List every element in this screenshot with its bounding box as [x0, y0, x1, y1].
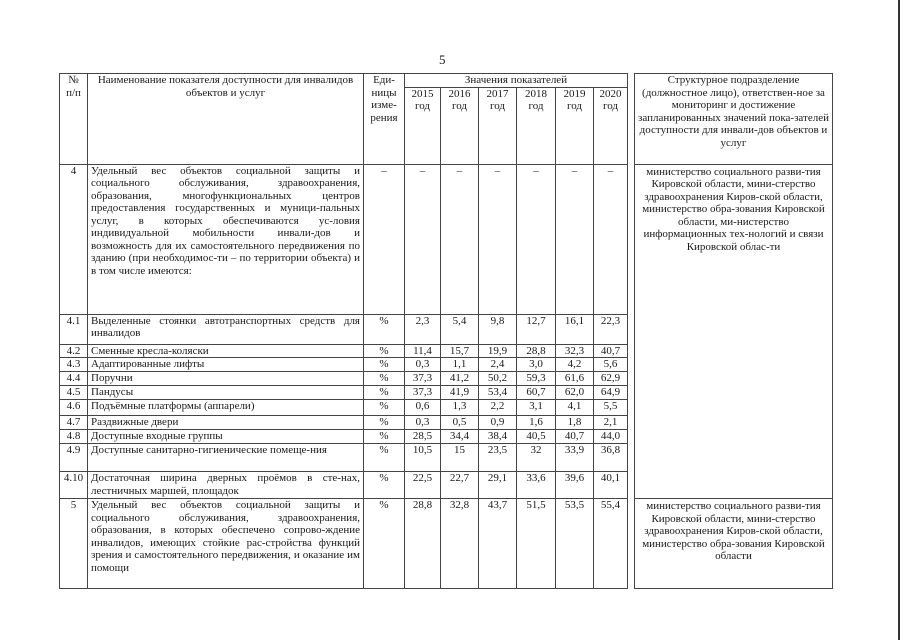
indicator-name: Доступные санитарно-гигиенические помеще-ния	[88, 444, 364, 472]
row-number: 4.10	[60, 472, 88, 499]
unit-cell: %	[364, 499, 405, 589]
value-cell: 1,8	[556, 416, 594, 430]
gap-cell	[628, 386, 635, 400]
value-cell: 3,1	[517, 400, 556, 416]
indicator-name: Пандусы	[88, 386, 364, 400]
gap-cell	[628, 358, 635, 372]
row-number: 4.3	[60, 358, 88, 372]
indicator-name: Поручни	[88, 372, 364, 386]
value-cell: 29,1	[479, 472, 517, 499]
value-cell: 51,5	[517, 499, 556, 589]
value-cell: 28,8	[517, 344, 556, 358]
value-cell: 15,7	[441, 344, 479, 358]
value-cell: 4,2	[556, 358, 594, 372]
gap-cell	[628, 400, 635, 416]
value-cell: 2,3	[405, 314, 441, 344]
value-cell: 5,5	[594, 400, 628, 416]
gap-cell	[628, 344, 635, 358]
value-cell: 0,3	[405, 358, 441, 372]
value-cell: 36,8	[594, 444, 628, 472]
value-cell: 3,0	[517, 358, 556, 372]
value-cell: 37,3	[405, 386, 441, 400]
value-cell: 10,5	[405, 444, 441, 472]
indicator-name: Подъёмные платформы (аппарели)	[88, 400, 364, 416]
value-cell: 59,3	[517, 372, 556, 386]
value-cell: 2,2	[479, 400, 517, 416]
value-cell: 62,0	[556, 386, 594, 400]
unit-cell: %	[364, 314, 405, 344]
indicator-name: Сменные кресла-коляски	[88, 344, 364, 358]
value-cell: –	[441, 164, 479, 314]
unit-cell: %	[364, 386, 405, 400]
value-cell: 0,9	[479, 416, 517, 430]
value-cell: 64,9	[594, 386, 628, 400]
value-cell: 37,3	[405, 372, 441, 386]
page-number: 5	[439, 52, 446, 67]
row-number: 4.7	[60, 416, 88, 430]
value-cell: 39,6	[556, 472, 594, 499]
row-number: 5	[60, 499, 88, 589]
value-cell: –	[594, 164, 628, 314]
table-body	[60, 164, 833, 589]
indicator-name: Адаптированные лифты	[88, 358, 364, 372]
value-cell: 2,1	[594, 416, 628, 430]
value-cell: 23,5	[479, 444, 517, 472]
value-cell: 15	[441, 444, 479, 472]
value-cell: 55,4	[594, 499, 628, 589]
value-cell: 53,4	[479, 386, 517, 400]
value-cell: 0,6	[405, 400, 441, 416]
row-number: 4.9	[60, 444, 88, 472]
indicator-name: Удельный вес объектов социальной защиты и социального обслуживания, здравоохранения, образования, многофункциональных центров предоставления государственных и муници-пальных услуг, в которых обеспечиваются ус-ловия индивидуальной мобильности инвали-дов и возможность для их самостоятельного передвижения по зданию (при необходимос-ти – по территории объекта) и в том числе имеются:	[88, 164, 364, 314]
unit-cell: %	[364, 344, 405, 358]
value-cell: 40,5	[517, 430, 556, 444]
unit-cell: %	[364, 430, 405, 444]
gap-cell	[628, 444, 635, 472]
value-cell: 53,5	[556, 499, 594, 589]
value-cell: 32,3	[556, 344, 594, 358]
gap-cell	[628, 430, 635, 444]
header-year: 2020 год	[594, 87, 628, 164]
value-cell: 0,3	[405, 416, 441, 430]
value-cell: 38,4	[479, 430, 517, 444]
unit-cell: %	[364, 400, 405, 416]
header-year: 2018 год	[517, 87, 556, 164]
value-cell: 34,4	[441, 430, 479, 444]
value-cell: 32	[517, 444, 556, 472]
value-cell: 22,5	[405, 472, 441, 499]
responsible-dept: министерство социального разви-тия Кировской области, мини-стерство здравоохранения Киров-ской области, министерство обра-зования Кировской области	[635, 499, 833, 589]
unit-cell: –	[364, 164, 405, 314]
value-cell: 62,9	[594, 372, 628, 386]
unit-cell: %	[364, 444, 405, 472]
value-cell: 40,7	[594, 344, 628, 358]
value-cell: 1,3	[441, 400, 479, 416]
row-number: 4.1	[60, 314, 88, 344]
indicator-name: Достаточная ширина дверных проёмов в сте-нах, лестничных маршей, площадок	[88, 472, 364, 499]
scan-edge-line	[898, 0, 900, 640]
value-cell: –	[517, 164, 556, 314]
value-cell: 40,7	[556, 430, 594, 444]
gap-cell	[628, 372, 635, 386]
value-cell: 0,5	[441, 416, 479, 430]
row-number: 4.2	[60, 344, 88, 358]
header-year: 2019 год	[556, 87, 594, 164]
value-cell: 33,9	[556, 444, 594, 472]
unit-cell: %	[364, 372, 405, 386]
value-cell: 40,1	[594, 472, 628, 499]
value-cell: 22,3	[594, 314, 628, 344]
header-values-group: Значения показателей	[405, 74, 628, 88]
value-cell: 2,4	[479, 358, 517, 372]
unit-cell: %	[364, 472, 405, 499]
value-cell: 19,9	[479, 344, 517, 358]
value-cell: 32,8	[441, 499, 479, 589]
unit-cell: %	[364, 358, 405, 372]
header-year: 2017 год	[479, 87, 517, 164]
header-gap	[628, 74, 635, 165]
row-number: 4	[60, 164, 88, 314]
gap-cell	[628, 416, 635, 430]
value-cell: 22,7	[441, 472, 479, 499]
value-cell: 61,6	[556, 372, 594, 386]
value-cell: 41,2	[441, 372, 479, 386]
value-cell: 16,1	[556, 314, 594, 344]
value-cell: 41,9	[441, 386, 479, 400]
indicator-name: Раздвижные двери	[88, 416, 364, 430]
value-cell: 28,8	[405, 499, 441, 589]
value-cell: 4,1	[556, 400, 594, 416]
table-row	[60, 499, 833, 589]
indicator-name: Доступные входные группы	[88, 430, 364, 444]
header-year: 2015 год	[405, 87, 441, 164]
indicator-name: Удельный вес объектов социальной защиты и социального обслуживания, здравоохранения, образования, в которых обеспечено сопрово-ждение инвалидов, имеющих стойкие рас-стройства функций зрения и самостоятельного передвижения, и оказание им помощи	[88, 499, 364, 589]
value-cell: 43,7	[479, 499, 517, 589]
value-cell: –	[405, 164, 441, 314]
gap-cell	[628, 164, 635, 314]
value-cell: 28,5	[405, 430, 441, 444]
header-no: № п/п	[60, 74, 88, 165]
header-year: 2016 год	[441, 87, 479, 164]
unit-cell: %	[364, 416, 405, 430]
responsible-dept: министерство социального разви-тия Кировской области, мини-стерство здравоохранения Киров-ской области, министерство обра-зования Кировской области, ми-нистерство информационных тех-нологий и связи Кировской облас-ти	[635, 164, 833, 499]
row-number: 4.6	[60, 400, 88, 416]
gap-cell	[628, 472, 635, 499]
value-cell: 5,6	[594, 358, 628, 372]
row-number: 4.5	[60, 386, 88, 400]
accessibility-indicators-table	[59, 73, 833, 589]
value-cell: 33,6	[517, 472, 556, 499]
value-cell: 1,1	[441, 358, 479, 372]
value-cell: –	[479, 164, 517, 314]
value-cell: 60,7	[517, 386, 556, 400]
value-cell: 9,8	[479, 314, 517, 344]
header-dept: Структурное подразделение (должностное лицо), ответствен-ное за мониторинг и достижение запланированных значений пока-зателей доступности для инвали-дов объектов и услуг	[635, 74, 833, 165]
row-number: 4.4	[60, 372, 88, 386]
value-cell: 50,2	[479, 372, 517, 386]
value-cell: 12,7	[517, 314, 556, 344]
header-name: Наименование показателя доступности для инвалидов объектов и услуг	[88, 74, 364, 165]
value-cell: 1,6	[517, 416, 556, 430]
header-unit: Еди-ницы изме-рения	[364, 74, 405, 165]
gap-cell	[628, 314, 635, 344]
value-cell: 5,4	[441, 314, 479, 344]
value-cell: 44,0	[594, 430, 628, 444]
indicator-name: Выделенные стоянки автотранспортных средств для инвалидов	[88, 314, 364, 344]
table-row	[60, 164, 833, 314]
row-number: 4.8	[60, 430, 88, 444]
value-cell: –	[556, 164, 594, 314]
value-cell: 11,4	[405, 344, 441, 358]
gap-cell	[628, 499, 635, 589]
